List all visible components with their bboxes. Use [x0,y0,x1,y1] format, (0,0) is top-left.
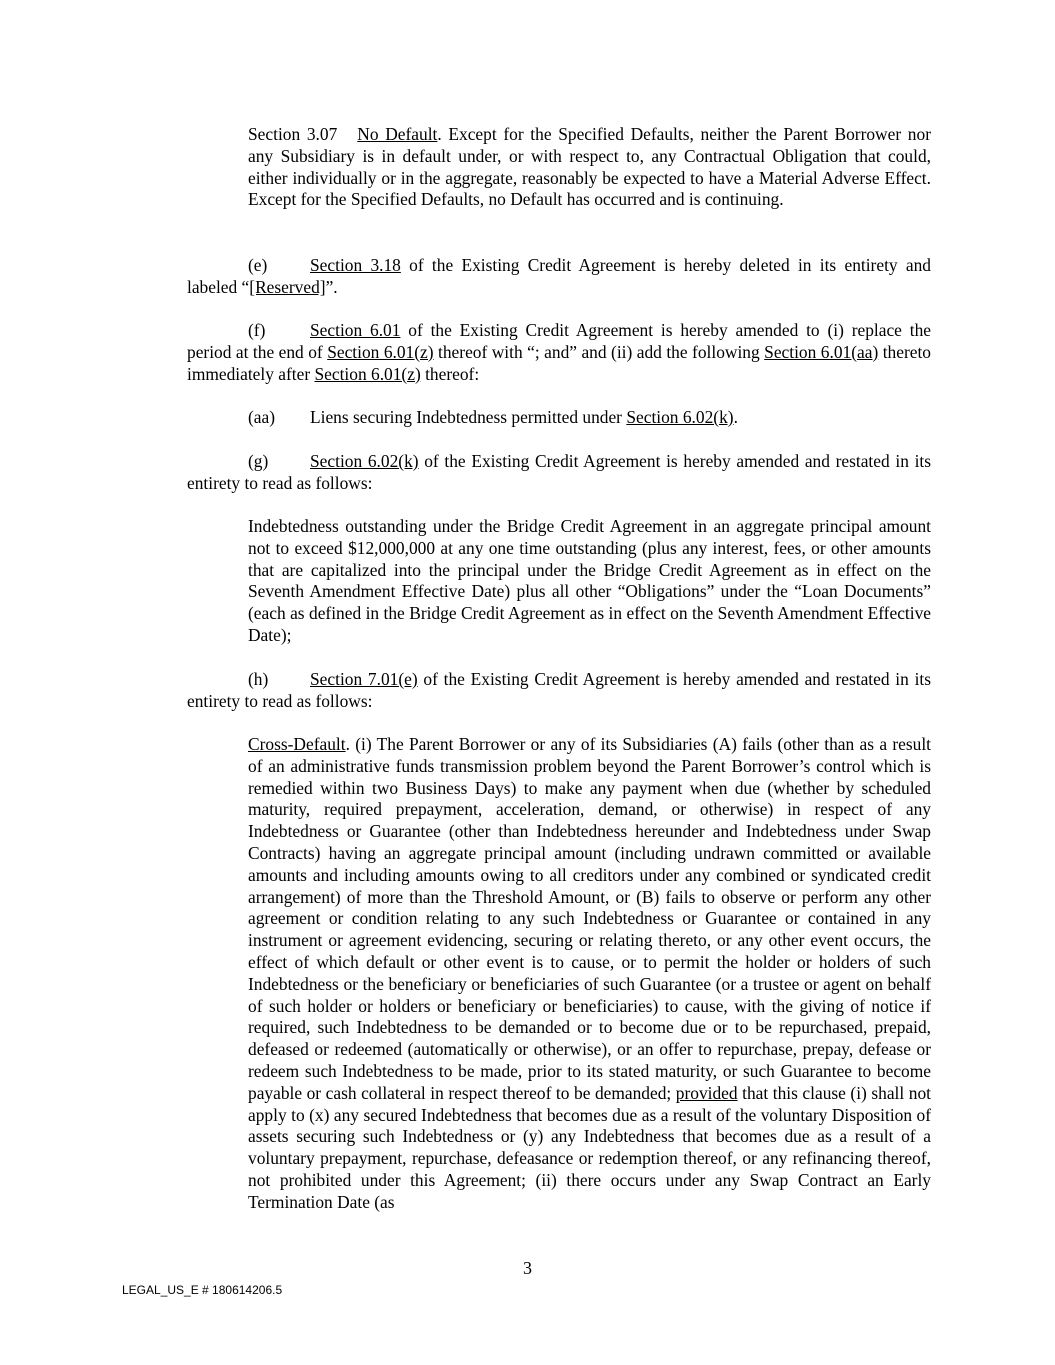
document-footer-id: LEGAL_US_E # 180614206.5 [122,1283,283,1297]
clause-f-paragraph: (f) Section 6.01 of the Existing Credit Agreement is hereby amended to (i) replace the period at the end of Section 6.01(z) thereof with “; and” and (ii) add the following Section 6.01(aa) thereto immediately after Section 6.01(z) thereof: [187,320,932,384]
section-text: . Except for the Specified Defaults, neither the Parent Borrower nor any Subsidiary is in default under, or with respect to, any Contractual Obligation that could, either individually or in the aggregate, reasonably be expected to have a Material Adverse Effect. Except for the Specified Defaults, no Default has occurred and is continuing. [248,124,931,210]
section-label: Section 3.07 [248,124,338,144]
clause-label: (aa) [248,407,276,427]
clause-aa-paragraph: (aa) Liens securing Indebtedness permitted under Section 6.02(k). [248,407,738,427]
clause-label: (g) [248,451,269,471]
provided-term: provided [675,1082,738,1103]
section-heading: No Default [357,124,438,144]
section-3-07-paragraph [248,124,931,211]
clause-h-quoted-text: Cross-Default. (i) The Parent Borrower or any of its Subsidiaries (A) fails (other than as a result of an administrative funds transmission problem beyond the Parent Borrower’s control which is remedied within two Business Days) to make any payment when due (whether by scheduled maturity, required prepayment, acceleration, demand, or otherwise) in respect of any Indebtedness or Guarantee (other than Indebtedness hereunder and Indebtedness under Swap Contracts) having an aggregate principal amount (including undrawn committed or available amounts and including amounts owing to all creditors under any combined or syndicated credit arrangement) of more than the Threshold Amount, or (B) fails to observe or perform any other agreement or condition relating to any such Indebtedness or Guarantee or contained in any instrument or agreement evidencing, securing or relating thereto, or any other event occurs, the effect of which default or other event is to cause, or to permit the holder or holders of such Indebtedness or the beneficiary or beneficiaries of such Guarantee (or a trustee or agent on behalf of such holder or holders or beneficiary or beneficiaries) to cause, with the giving of notice if required, such Indebtedness to be demanded or to become due or to be repurchased, prepaid, defeased or redeemed (automatically or otherwise), or an offer to repurchase, prepay, defease or redeem such Indebtedness to be made, prior to its stated maturity, or such Guarantee to become payable or cash collateral in respect thereof to be demanded; provided that this clause (i) shall not apply to (x) any secured Indebtedness that becomes due as a result of the voluntary Disposition of assets securing such Indebtedness or (y) any Indebtedness that becomes due as a result of a voluntary prepayment, repurchase, defeasance or redemption thereof, or any refinancing thereof, not prohibited under this Agreement; (ii) there occurs under any Swap Contract an Early Termination Date (as [248,734,931,1212]
clause-e-paragraph: (e) Section 3.18 of the Existing Credit Agreement is hereby deleted in its entirety and labeled “[Reserved]”. [187,255,931,297]
clause-h-paragraph: (h) Section 7.01(e) of the Existing Credit Agreement is hereby amended and restated in its entirety to read as follows: [187,669,931,711]
section-reference: Section 6.02(k) [310,451,419,471]
section-reference: Section 6.02(k) [626,407,734,427]
clause-g-quoted-text: Indebtedness outstanding under the Bridge Credit Agreement in an aggregate principal amount not to exceed $12,000,000 at any one time outstanding (plus any interest, fees, or other amounts that are capitalized into the principal under the Bridge Credit Agreement as in effect on the Seventh Amendment Effective Date) plus all other “Obligations” under the “Loan Documents” (each as defined in the Bridge Credit Agreement as in effect on the Seventh Amendment Effective Date); [248,516,931,645]
clause-label: (f) [248,320,266,340]
clause-label: (e) [248,255,268,275]
section-reference: Section 3.18 [310,255,401,275]
page-number: 3 [523,1258,532,1278]
section-reference: Section 6.01(aa) [764,341,879,362]
section-reference: [Reserved] [249,276,326,297]
section-reference: Section 7.01(e) [310,669,418,689]
clause-g-paragraph: (g) Section 6.02(k) of the Existing Credit Agreement is hereby amended and restated in its entirety to read as follows: [187,451,931,493]
section-reference: Section 6.01 [310,320,401,340]
section-reference: Section 6.01(z) [327,341,434,362]
section-reference: Section 6.01(z) [314,363,421,384]
clause-label: (h) [248,669,269,689]
cross-default-heading: Cross-Default [248,734,346,754]
